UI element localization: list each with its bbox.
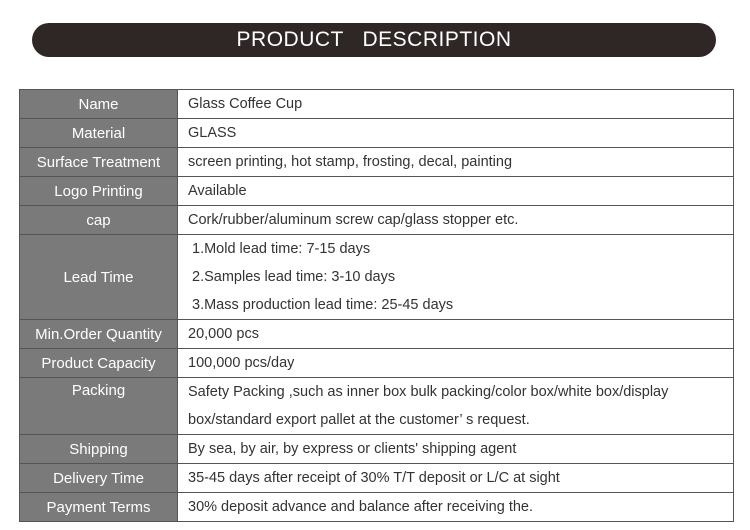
row-value-product-capacity (178, 349, 734, 378)
value-line: By sea, by air, by express or clients' shipping agent (188, 441, 517, 457)
row-value-payment-terms (178, 493, 734, 522)
table-row (20, 90, 734, 119)
section-header (32, 23, 716, 57)
section-title: PRODUCT DESCRIPTION (236, 28, 512, 51)
table-row (20, 493, 734, 522)
value-line: Available (188, 183, 247, 199)
value-line: screen printing, hot stamp, frosting, decal, painting (188, 154, 513, 170)
row-label-payment-terms: Payment Terms (20, 493, 178, 522)
row-value-surface-treatment (178, 148, 734, 177)
row-label-delivery-time: Delivery Time (20, 464, 178, 493)
spec-table (19, 89, 734, 522)
table-row (20, 235, 734, 320)
row-label-min-order-quantity: Min.Order Quantity (20, 320, 178, 349)
table-row (20, 148, 734, 177)
table-row (20, 435, 734, 464)
row-value-packing (178, 378, 734, 435)
table-row (20, 206, 734, 235)
value-line: 3.Mass production lead time: 25-45 days (192, 297, 454, 313)
value-line: Safety Packing ,such as inner box bulk packing/color box/white box/display (188, 384, 669, 400)
value-line: Cork/rubber/aluminum screw cap/glass stopper etc. (188, 212, 519, 228)
row-value-name (178, 90, 734, 119)
row-label-cap: cap (20, 206, 178, 235)
table-row (20, 177, 734, 206)
row-label-surface-treatment: Surface Treatment (20, 148, 178, 177)
value-line: 100,000 pcs/day (188, 355, 295, 371)
row-value-logo-printing (178, 177, 734, 206)
row-label-material: Material (20, 119, 178, 148)
row-label-product-capacity: Product Capacity (20, 349, 178, 378)
row-value-delivery-time (178, 464, 734, 493)
row-label-shipping: Shipping (20, 435, 178, 464)
row-label-logo-printing: Logo Printing (20, 177, 178, 206)
table-row (20, 378, 734, 435)
row-value-material (178, 119, 734, 148)
value-line: 2.Samples lead time: 3-10 days (192, 269, 396, 285)
row-label-packing: Packing (20, 378, 178, 435)
table-row (20, 349, 734, 378)
row-value-shipping (178, 435, 734, 464)
value-line: Glass Coffee Cup (188, 96, 303, 112)
value-line: 20,000 pcs (188, 326, 259, 342)
table-row (20, 320, 734, 349)
value-line: 35-45 days after receipt of 30% T/T deposit or L/C at sight (188, 470, 560, 486)
value-line: box/standard export pallet at the customer’ s request. (188, 412, 530, 428)
row-value-cap (178, 206, 734, 235)
table-row (20, 119, 734, 148)
row-value-lead-time (178, 235, 734, 320)
row-label-lead-time: Lead Time (20, 235, 178, 320)
table-row (20, 464, 734, 493)
value-line: GLASS (188, 125, 237, 141)
value-line: 30% deposit advance and balance after receiving the. (188, 499, 534, 515)
row-label-name: Name (20, 90, 178, 119)
row-value-min-order-quantity (178, 320, 734, 349)
value-line: 1.Mold lead time: 7-15 days (192, 241, 371, 257)
